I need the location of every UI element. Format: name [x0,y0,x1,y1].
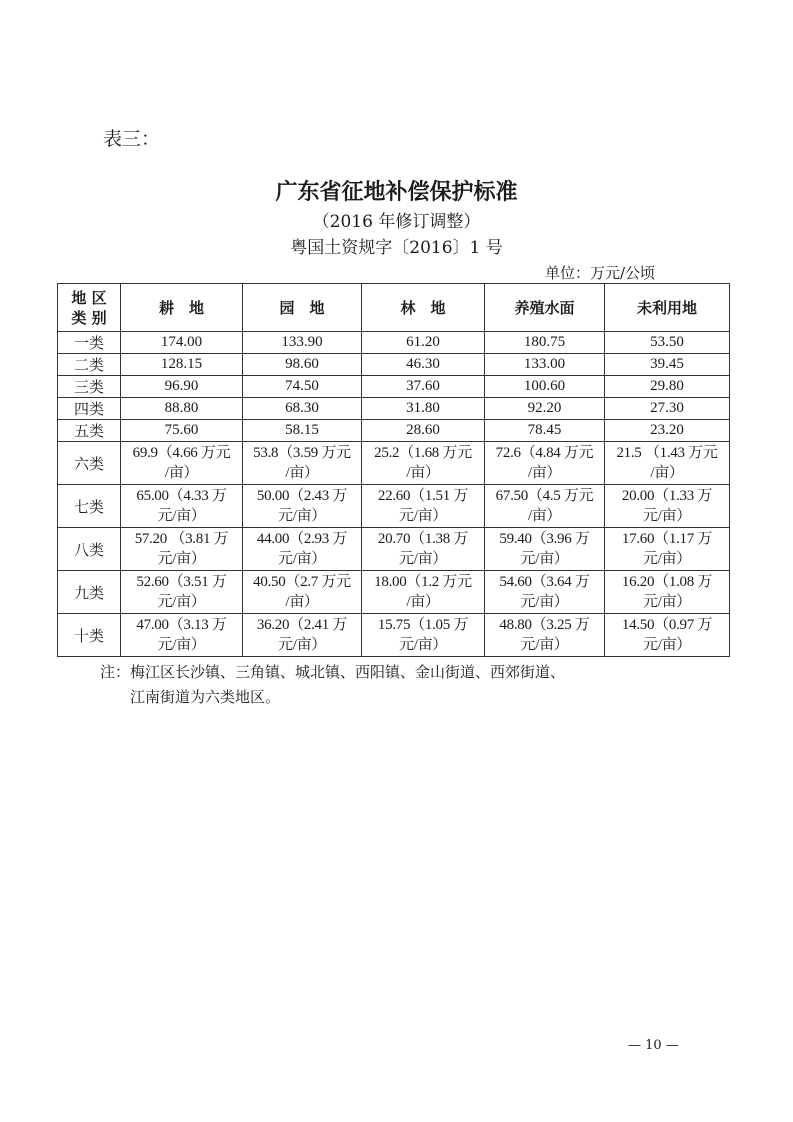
cell-line: 元/亩） [278,508,326,524]
cell-aquaculture-water [485,528,605,571]
cell-line: /亩） [406,594,440,610]
cell-unused-land [605,571,730,614]
header-garden-land: 园 地 [243,284,362,332]
cell-garden-land: 74.50 [243,376,362,398]
cell-unused-land [605,614,730,657]
row-category: 三类 [58,376,121,398]
table-row [58,354,730,376]
header-corner-category: 类 别 [71,308,107,327]
cell-line: 元/亩） [643,508,691,524]
table-row [58,420,730,442]
cell-line: 40.50（2.7 万元 [253,574,351,590]
cell-cultivated-land: 75.60 [121,420,243,442]
cell-aquaculture-water: 92.20 [485,398,605,420]
table-header-row [58,284,730,332]
row-category: 五类 [58,420,121,442]
row-category: 一类 [58,332,121,354]
cell-garden-land [243,485,362,528]
cell-line: 元/亩） [157,508,206,524]
cell-unused-land [605,528,730,571]
header-aquaculture-water: 养殖水面 [485,284,605,332]
cell-line: 元/亩） [399,508,447,524]
header-corner-cell [58,284,121,332]
cell-line: 36.20（2.41 万 [256,617,348,633]
table-row [58,485,730,528]
cell-line: 69.9（4.66 万元 [132,445,231,461]
cell-aquaculture-water [485,571,605,614]
cell-line: 50.00（2.43 万 [256,488,348,504]
cell-line: 元/亩） [157,551,206,567]
cell-forest-land [362,614,485,657]
cell-line: 15.75（1.05 万 [377,617,469,633]
cell-line: 25.2（1.68 万元 [374,445,472,461]
cell-line: 元/亩） [520,594,569,610]
cell-line: 元/亩） [399,551,447,567]
table-row [58,398,730,420]
cell-line: 14.50（0.97 万 [621,617,713,633]
cell-garden-land: 133.90 [243,332,362,354]
row-category: 九类 [58,571,121,614]
cell-aquaculture-water: 133.00 [485,354,605,376]
cell-unused-land [605,485,730,528]
cell-line: 元/亩） [399,637,447,653]
footnote-line-1: 注：梅江区长沙镇、三角镇、城北镇、西阳镇、金山街道、西郊街道、 [100,663,566,681]
cell-cultivated-land: 128.15 [121,354,243,376]
cell-garden-land: 98.60 [243,354,362,376]
cell-forest-land: 37.60 [362,376,485,398]
cell-line: /亩） [650,465,684,481]
cell-garden-land [243,571,362,614]
cell-unused-land: 23.20 [605,420,730,442]
cell-line: 元/亩） [520,637,569,653]
cell-line: 52.60（3.51 万 [136,574,227,590]
header-unused-land: 未利用地 [605,284,730,332]
cell-line: /亩） [406,465,440,481]
cell-line: 44.00（2.93 万 [256,531,348,547]
cell-line: 59.40（3.96 万 [499,531,590,547]
header-corner-region: 地 区 [71,288,107,307]
page-number: — 10 — [628,1038,679,1053]
cell-line: 元/亩） [278,637,326,653]
cell-line: 元/亩） [643,551,691,567]
table-row [58,442,730,485]
document-title: 广东省征地补偿保护标准 [275,180,518,205]
cell-cultivated-land: 88.80 [121,398,243,420]
table-row [58,571,730,614]
cell-line: 18.00（1.2 万元 [374,574,472,590]
cell-forest-land [362,528,485,571]
row-category: 二类 [58,354,121,376]
cell-aquaculture-water: 78.45 [485,420,605,442]
row-category: 四类 [58,398,121,420]
cell-unused-land: 39.45 [605,354,730,376]
cell-line: /亩） [527,465,562,481]
cell-unused-land: 27.30 [605,398,730,420]
cell-forest-land [362,571,485,614]
document-subtitle-revision: （2016 年修订调整） [312,212,481,232]
cell-line: 16.20（1.08 万 [621,574,713,590]
table-label: 表三： [103,128,161,150]
cell-aquaculture-water [485,442,605,485]
cell-line: /亩） [527,508,562,524]
cell-line: 元/亩） [520,551,569,567]
cell-line: 元/亩） [643,637,691,653]
cell-line: 67.50（4.5 万元 [495,488,594,504]
cell-line: 57.20 （3.81 万 [134,531,229,547]
cell-forest-land: 28.60 [362,420,485,442]
cell-aquaculture-water [485,485,605,528]
cell-line: 53.8（3.59 万元 [253,445,351,461]
footnote [100,660,565,710]
cell-garden-land [243,442,362,485]
cell-garden-land [243,614,362,657]
cell-line: 47.00（3.13 万 [136,617,227,633]
cell-line: /亩） [285,465,319,481]
cell-cultivated-land [121,528,243,571]
cell-line: 元/亩） [157,594,206,610]
footnote-line-2: 江南街道为六类地区。 [130,688,281,706]
cell-line: /亩） [285,594,319,610]
cell-unused-land [605,442,730,485]
row-category: 八类 [58,528,121,571]
cell-line: 17.60（1.17 万 [621,531,713,547]
table-row [58,332,730,354]
cell-aquaculture-water: 100.60 [485,376,605,398]
cell-line: /亩） [164,465,199,481]
cell-cultivated-land: 96.90 [121,376,243,398]
row-category: 六类 [58,442,121,485]
cell-line: 22.60（1.51 万 [377,488,469,504]
cell-aquaculture-water [485,614,605,657]
cell-cultivated-land: 174.00 [121,332,243,354]
cell-line: 54.60（3.64 万 [499,574,590,590]
header-cultivated-land: 耕 地 [121,284,243,332]
cell-line: 20.70（1.38 万 [377,531,469,547]
cell-line: 元/亩） [278,551,326,567]
document-subtitle-reference: 粤国土资规字〔2016〕1 号 [290,238,503,258]
table-row [58,528,730,571]
cell-forest-land: 46.30 [362,354,485,376]
unit-label: 单位：万元/公顷 [545,264,656,282]
table-row [58,376,730,398]
cell-forest-land: 31.80 [362,398,485,420]
cell-unused-land: 53.50 [605,332,730,354]
row-category: 十类 [58,614,121,657]
cell-aquaculture-water: 180.75 [485,332,605,354]
cell-cultivated-land [121,485,243,528]
compensation-table [57,283,730,657]
row-category: 七类 [58,485,121,528]
cell-forest-land: 61.20 [362,332,485,354]
cell-line: 21.5 （1.43 万元 [616,445,718,461]
cell-cultivated-land [121,571,243,614]
cell-garden-land: 68.30 [243,398,362,420]
cell-line: 65.00（4.33 万 [136,488,227,504]
cell-line: 72.6（4.84 万元 [495,445,594,461]
cell-garden-land [243,528,362,571]
cell-line: 20.00（1.33 万 [621,488,713,504]
cell-line: 元/亩） [157,637,206,653]
cell-forest-land [362,485,485,528]
cell-cultivated-land [121,614,243,657]
cell-line: 元/亩） [643,594,691,610]
header-forest-land: 林 地 [362,284,485,332]
cell-cultivated-land [121,442,243,485]
table-row [58,614,730,657]
cell-line: 48.80（3.25 万 [499,617,590,633]
cell-forest-land [362,442,485,485]
cell-unused-land: 29.80 [605,376,730,398]
cell-garden-land: 58.15 [243,420,362,442]
